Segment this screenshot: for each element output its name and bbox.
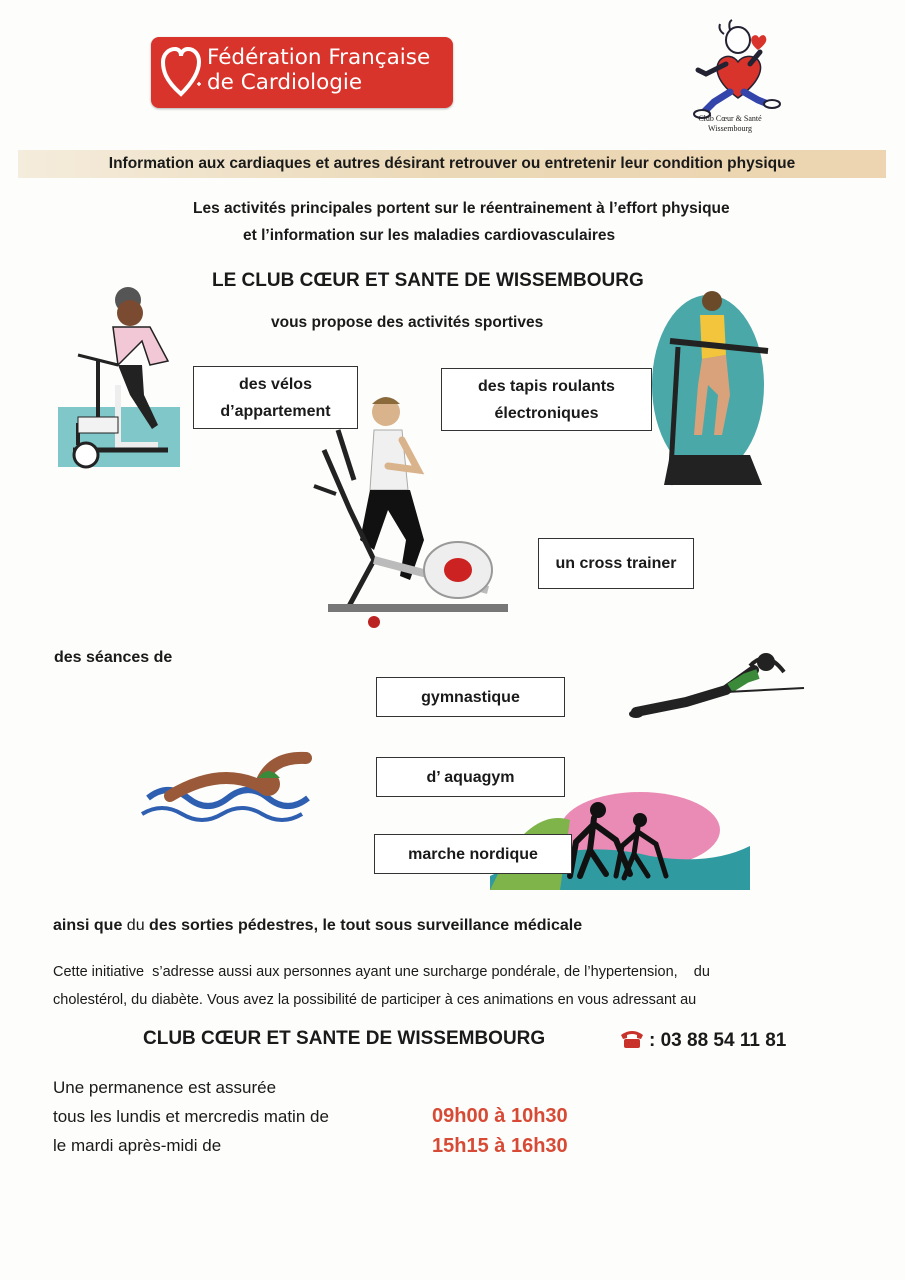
- proposes-text: vous propose des activités sportives: [271, 314, 544, 331]
- cross-box: un cross trainer: [538, 538, 694, 589]
- ffc-name-line1: Fédération Française: [207, 45, 431, 70]
- info-banner: Information aux cardiaques et autres désirant retrouver ou entretenir leur condition physique: [18, 150, 886, 178]
- sorties-line: [53, 917, 582, 935]
- velos-line2: d’appartement: [220, 402, 331, 420]
- treadmill-illustration: [650, 285, 775, 495]
- marche-box: marche nordique: [374, 834, 572, 874]
- club-caption-line1: Club Cœur & Santé: [698, 114, 762, 123]
- sorties-part3: des sorties pédestres, le tout sous surveillance médicale: [149, 917, 583, 934]
- velos-box: [193, 366, 358, 429]
- heart-icon: [159, 44, 203, 100]
- contact-club-name: CLUB CŒUR ET SANTE DE WISSEMBOURG: [143, 1028, 546, 1049]
- tapis-box: [441, 368, 652, 431]
- tapis-line2: électroniques: [494, 404, 599, 422]
- schedule-line1-label: tous les lundis et mercredis matin de: [53, 1107, 329, 1126]
- gymnastics-illustration: [626, 648, 806, 730]
- intro-line1: Les activités principales portent sur le réentrainement à l’effort physique: [193, 200, 730, 217]
- club-logo-caption: [680, 114, 780, 134]
- swimmer-illustration: [140, 738, 315, 828]
- tapis-line1: des tapis roulants: [478, 377, 615, 395]
- ffc-logo: [151, 37, 453, 108]
- contact-phone: : 03 88 54 11 81: [649, 1030, 787, 1051]
- aquagym-box: d’ aquagym: [376, 757, 565, 797]
- gym-box: gymnastique: [376, 677, 565, 717]
- sorties-part1: ainsi que: [53, 917, 123, 934]
- initiative-paragraph: [53, 958, 863, 1014]
- telephone-icon: [619, 1029, 645, 1049]
- club-caption-line2: Wissembourg: [708, 124, 752, 133]
- schedule-intro: Une permanence est assurée: [53, 1078, 277, 1097]
- sorties-part2: du: [122, 917, 150, 934]
- seances-label: des séances de: [54, 649, 173, 666]
- velos-line1: des vélos: [239, 375, 312, 393]
- ffc-name-line2: de Cardiologie: [207, 70, 363, 95]
- club-title: LE CLUB CŒUR ET SANTE DE WISSEMBOURG: [212, 270, 644, 291]
- initiative-line2: cholestérol, du diabète. Vous avez la possibilité de participer à ces animations en vous adressant au: [53, 992, 697, 1008]
- schedule-line2-time: 15h15 à 16h30: [432, 1135, 568, 1157]
- initiative-line1: Cette initiative s’adresse aussi aux personnes ayant une surcharge pondérale, de l’hypertension, du: [53, 964, 710, 980]
- schedule-line2-label: le mardi après-midi de: [53, 1136, 222, 1155]
- exercise-bike-illustration: [58, 285, 183, 470]
- intro-line2: et l’information sur les maladies cardiovasculaires: [243, 227, 616, 244]
- schedule-line1-time: 09h00 à 10h30: [432, 1105, 568, 1127]
